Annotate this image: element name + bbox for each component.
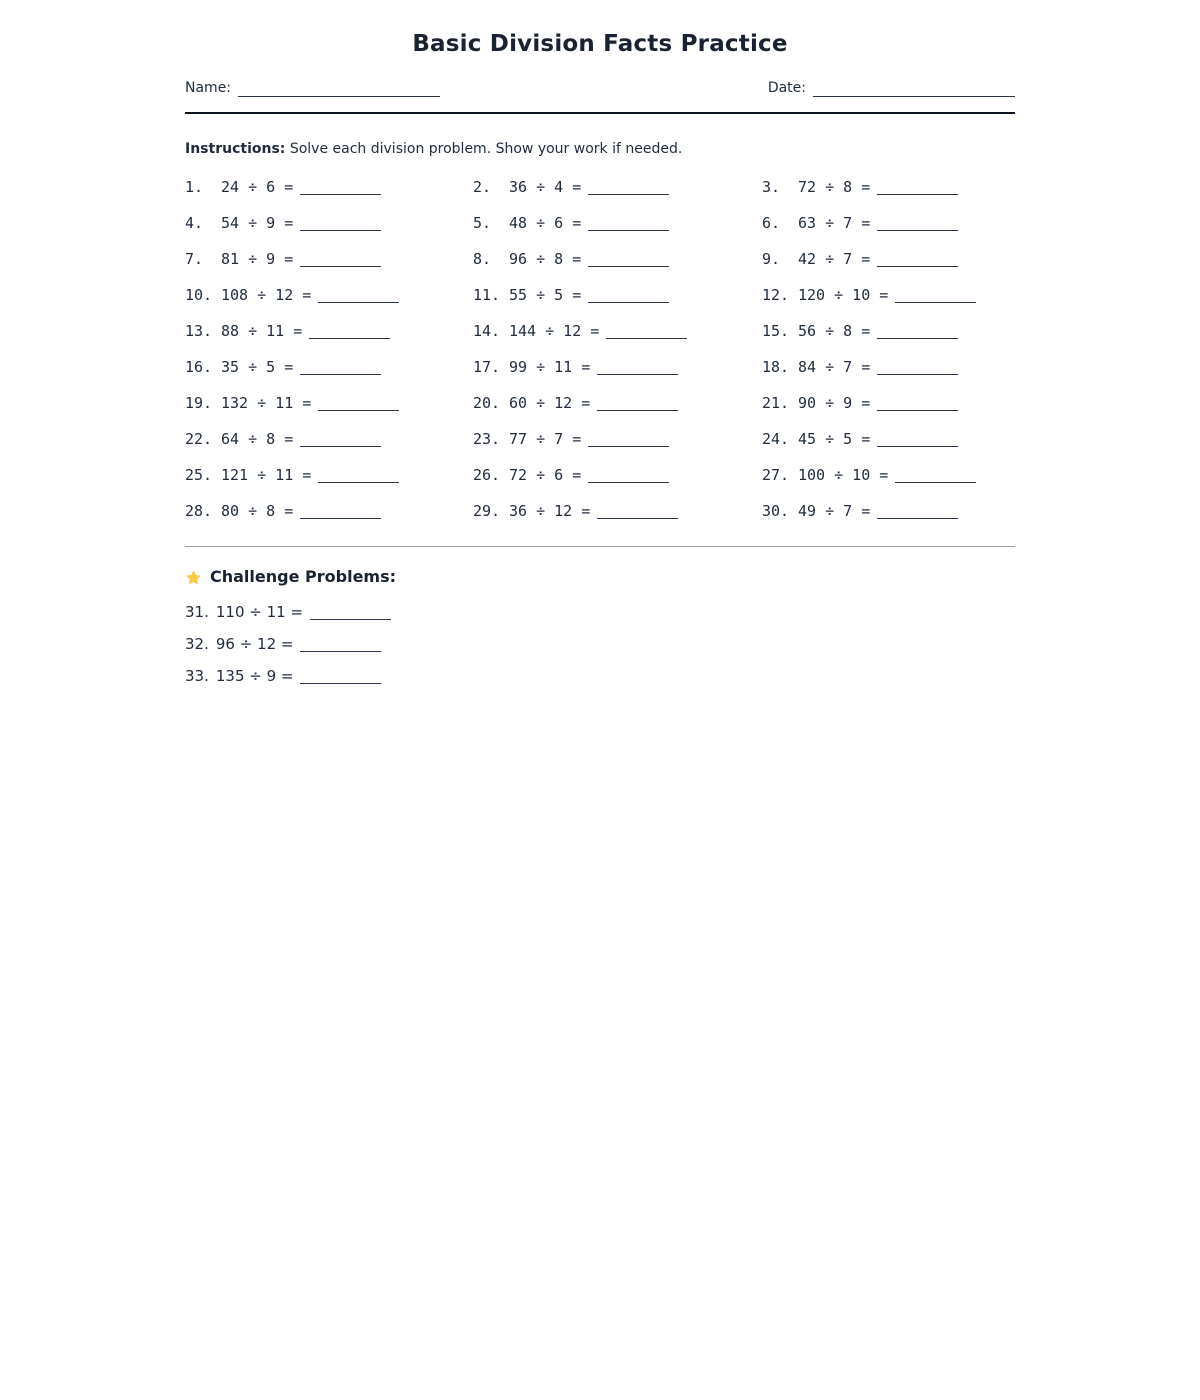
problem-item bbox=[473, 502, 762, 538]
answer-blank bbox=[309, 327, 390, 339]
header-divider bbox=[185, 112, 1015, 114]
problems-grid bbox=[185, 178, 1015, 538]
section-divider bbox=[185, 546, 1015, 547]
answer-blank bbox=[588, 183, 669, 195]
answer-blank bbox=[877, 183, 958, 195]
problem-expression: 36 ÷ 4 = bbox=[509, 178, 582, 196]
problem-number: 28. bbox=[185, 502, 213, 520]
challenge-problem-item bbox=[185, 628, 1015, 660]
problem-expression: 135 ÷ 9 = bbox=[215, 667, 294, 685]
date-label: Date: bbox=[767, 80, 806, 96]
answer-blank bbox=[300, 363, 381, 375]
answer-blank bbox=[300, 672, 381, 684]
answer-blank bbox=[895, 291, 976, 303]
problem-expression: 81 ÷ 9 = bbox=[221, 250, 294, 268]
problem-number: 30. bbox=[762, 502, 790, 520]
problem-expression: 56 ÷ 8 = bbox=[798, 322, 871, 340]
problem-number: 13. bbox=[185, 322, 213, 340]
problem-item bbox=[473, 322, 762, 358]
problem-expression: 48 ÷ 6 = bbox=[509, 214, 582, 232]
page-title: Basic Division Facts Practice bbox=[412, 31, 788, 57]
problem-item bbox=[473, 286, 762, 322]
problem-item bbox=[185, 178, 473, 214]
problem-item bbox=[473, 466, 762, 502]
problem-number: 11. bbox=[473, 286, 501, 304]
problem-number: 25. bbox=[185, 466, 213, 484]
answer-blank bbox=[597, 399, 678, 411]
answer-blank bbox=[300, 640, 381, 652]
problem-item bbox=[762, 394, 1015, 430]
problem-number: 15. bbox=[762, 322, 790, 340]
answer-blank bbox=[588, 219, 669, 231]
answer-blank bbox=[877, 507, 958, 519]
problem-item bbox=[185, 430, 473, 466]
problem-expression: 90 ÷ 9 = bbox=[798, 394, 871, 412]
problem-item bbox=[762, 286, 1015, 322]
problem-number: 26. bbox=[473, 466, 501, 484]
instructions bbox=[185, 140, 1015, 158]
problem-expression: 120 ÷ 10 = bbox=[798, 286, 889, 304]
problem-number: 14. bbox=[473, 322, 501, 340]
worksheet-page bbox=[185, 0, 1015, 692]
problem-expression: 80 ÷ 8 = bbox=[221, 502, 294, 520]
answer-blank bbox=[877, 363, 958, 375]
problem-item bbox=[762, 502, 1015, 538]
answer-blank bbox=[588, 255, 669, 267]
answer-blank bbox=[310, 608, 391, 620]
problem-number: 7. bbox=[185, 250, 204, 268]
problem-expression: 84 ÷ 7 = bbox=[798, 358, 871, 376]
problem-expression: 72 ÷ 8 = bbox=[798, 178, 871, 196]
problem-expression: 108 ÷ 12 = bbox=[221, 286, 312, 304]
problem-number: 32. bbox=[185, 635, 209, 653]
problem-expression: 36 ÷ 12 = bbox=[509, 502, 591, 520]
problem-item bbox=[762, 178, 1015, 214]
problem-number: 3. bbox=[762, 178, 781, 196]
problem-number: 1. bbox=[185, 178, 204, 196]
problem-expression: 60 ÷ 12 = bbox=[509, 394, 591, 412]
problem-number: 12. bbox=[762, 286, 790, 304]
answer-blank bbox=[606, 327, 687, 339]
answer-blank bbox=[877, 327, 958, 339]
problem-item bbox=[185, 214, 473, 250]
problem-expression: 110 ÷ 11 = bbox=[215, 603, 304, 621]
problem-number: 20. bbox=[473, 394, 501, 412]
problem-item bbox=[185, 394, 473, 430]
problem-item bbox=[185, 466, 473, 502]
problem-number: 16. bbox=[185, 358, 213, 376]
challenge-header bbox=[185, 567, 1015, 587]
answer-blank bbox=[877, 435, 958, 447]
date-field bbox=[768, 79, 1015, 97]
problem-number: 17. bbox=[473, 358, 501, 376]
problem-expression: 77 ÷ 7 = bbox=[509, 430, 582, 448]
problem-expression: 42 ÷ 7 = bbox=[798, 250, 871, 268]
challenge-heading: Challenge Problems: bbox=[210, 567, 397, 586]
problem-item bbox=[762, 466, 1015, 502]
problem-expression: 54 ÷ 9 = bbox=[221, 214, 294, 232]
problem-expression: 55 ÷ 5 = bbox=[509, 286, 582, 304]
problem-number: 27. bbox=[762, 466, 790, 484]
problem-expression: 72 ÷ 6 = bbox=[509, 466, 582, 484]
answer-blank bbox=[318, 399, 399, 411]
problem-number: 19. bbox=[185, 394, 213, 412]
problem-item bbox=[185, 250, 473, 286]
problem-expression: 100 ÷ 10 = bbox=[798, 466, 889, 484]
problem-expression: 45 ÷ 5 = bbox=[798, 430, 871, 448]
problem-item bbox=[473, 178, 762, 214]
instructions-text: Solve each division problem. Show your work if needed. bbox=[285, 141, 683, 157]
problem-number: 18. bbox=[762, 358, 790, 376]
answer-blank bbox=[597, 363, 678, 375]
problem-item bbox=[473, 250, 762, 286]
problem-expression: 121 ÷ 11 = bbox=[221, 466, 312, 484]
problem-item bbox=[473, 430, 762, 466]
problem-number: 22. bbox=[185, 430, 213, 448]
instructions-label: Instructions: bbox=[185, 141, 286, 157]
date-blank-line bbox=[813, 82, 1015, 97]
problem-expression: 132 ÷ 11 = bbox=[221, 394, 312, 412]
problem-expression: 63 ÷ 7 = bbox=[798, 214, 871, 232]
problem-number: 33. bbox=[185, 667, 209, 685]
problem-item bbox=[185, 286, 473, 322]
problem-expression: 24 ÷ 6 = bbox=[221, 178, 294, 196]
answer-blank bbox=[588, 291, 669, 303]
problem-item bbox=[473, 358, 762, 394]
problem-number: 9. bbox=[762, 250, 781, 268]
answer-blank bbox=[300, 183, 381, 195]
name-date-row bbox=[185, 79, 1015, 97]
challenge-problem-item bbox=[185, 596, 1015, 628]
problem-item bbox=[185, 502, 473, 538]
problem-number: 29. bbox=[473, 502, 501, 520]
problem-item bbox=[762, 214, 1015, 250]
answer-blank bbox=[588, 471, 669, 483]
problem-item bbox=[762, 322, 1015, 358]
problem-item bbox=[473, 214, 762, 250]
problem-expression: 96 ÷ 12 = bbox=[215, 635, 294, 653]
problem-item bbox=[762, 358, 1015, 394]
problem-item bbox=[185, 322, 473, 358]
problem-number: 4. bbox=[185, 214, 204, 232]
problem-expression: 96 ÷ 8 = bbox=[509, 250, 582, 268]
problem-item bbox=[762, 430, 1015, 466]
answer-blank bbox=[318, 291, 399, 303]
answer-blank bbox=[597, 507, 678, 519]
answer-blank bbox=[877, 255, 958, 267]
problem-number: 24. bbox=[762, 430, 790, 448]
answer-blank bbox=[877, 219, 958, 231]
problem-expression: 144 ÷ 12 = bbox=[509, 322, 600, 340]
answer-blank bbox=[300, 435, 381, 447]
name-blank-line bbox=[238, 82, 440, 97]
answer-blank bbox=[318, 471, 399, 483]
answer-blank bbox=[300, 507, 381, 519]
problem-number: 21. bbox=[762, 394, 790, 412]
answer-blank bbox=[895, 471, 976, 483]
name-label: Name: bbox=[185, 80, 232, 96]
problem-number: 8. bbox=[473, 250, 492, 268]
answer-blank bbox=[877, 399, 958, 411]
problem-number: 23. bbox=[473, 430, 501, 448]
problem-expression: 99 ÷ 11 = bbox=[509, 358, 591, 376]
answer-blank bbox=[300, 219, 381, 231]
problem-number: 31. bbox=[185, 603, 209, 621]
problem-item bbox=[185, 358, 473, 394]
answer-blank bbox=[300, 255, 381, 267]
name-field bbox=[185, 79, 440, 97]
problem-expression: 49 ÷ 7 = bbox=[798, 502, 871, 520]
problem-expression: 64 ÷ 8 = bbox=[221, 430, 294, 448]
problem-number: 5. bbox=[473, 214, 492, 232]
problem-item bbox=[762, 250, 1015, 286]
problem-expression: 88 ÷ 11 = bbox=[221, 322, 303, 340]
problem-number: 6. bbox=[762, 214, 781, 232]
star-icon bbox=[185, 569, 202, 586]
problem-item bbox=[473, 394, 762, 430]
problem-number: 10. bbox=[185, 286, 213, 304]
challenge-problem-item bbox=[185, 660, 1015, 692]
answer-blank bbox=[588, 435, 669, 447]
problem-number: 2. bbox=[473, 178, 492, 196]
challenge-list bbox=[185, 596, 1015, 692]
problem-expression: 35 ÷ 5 = bbox=[221, 358, 294, 376]
